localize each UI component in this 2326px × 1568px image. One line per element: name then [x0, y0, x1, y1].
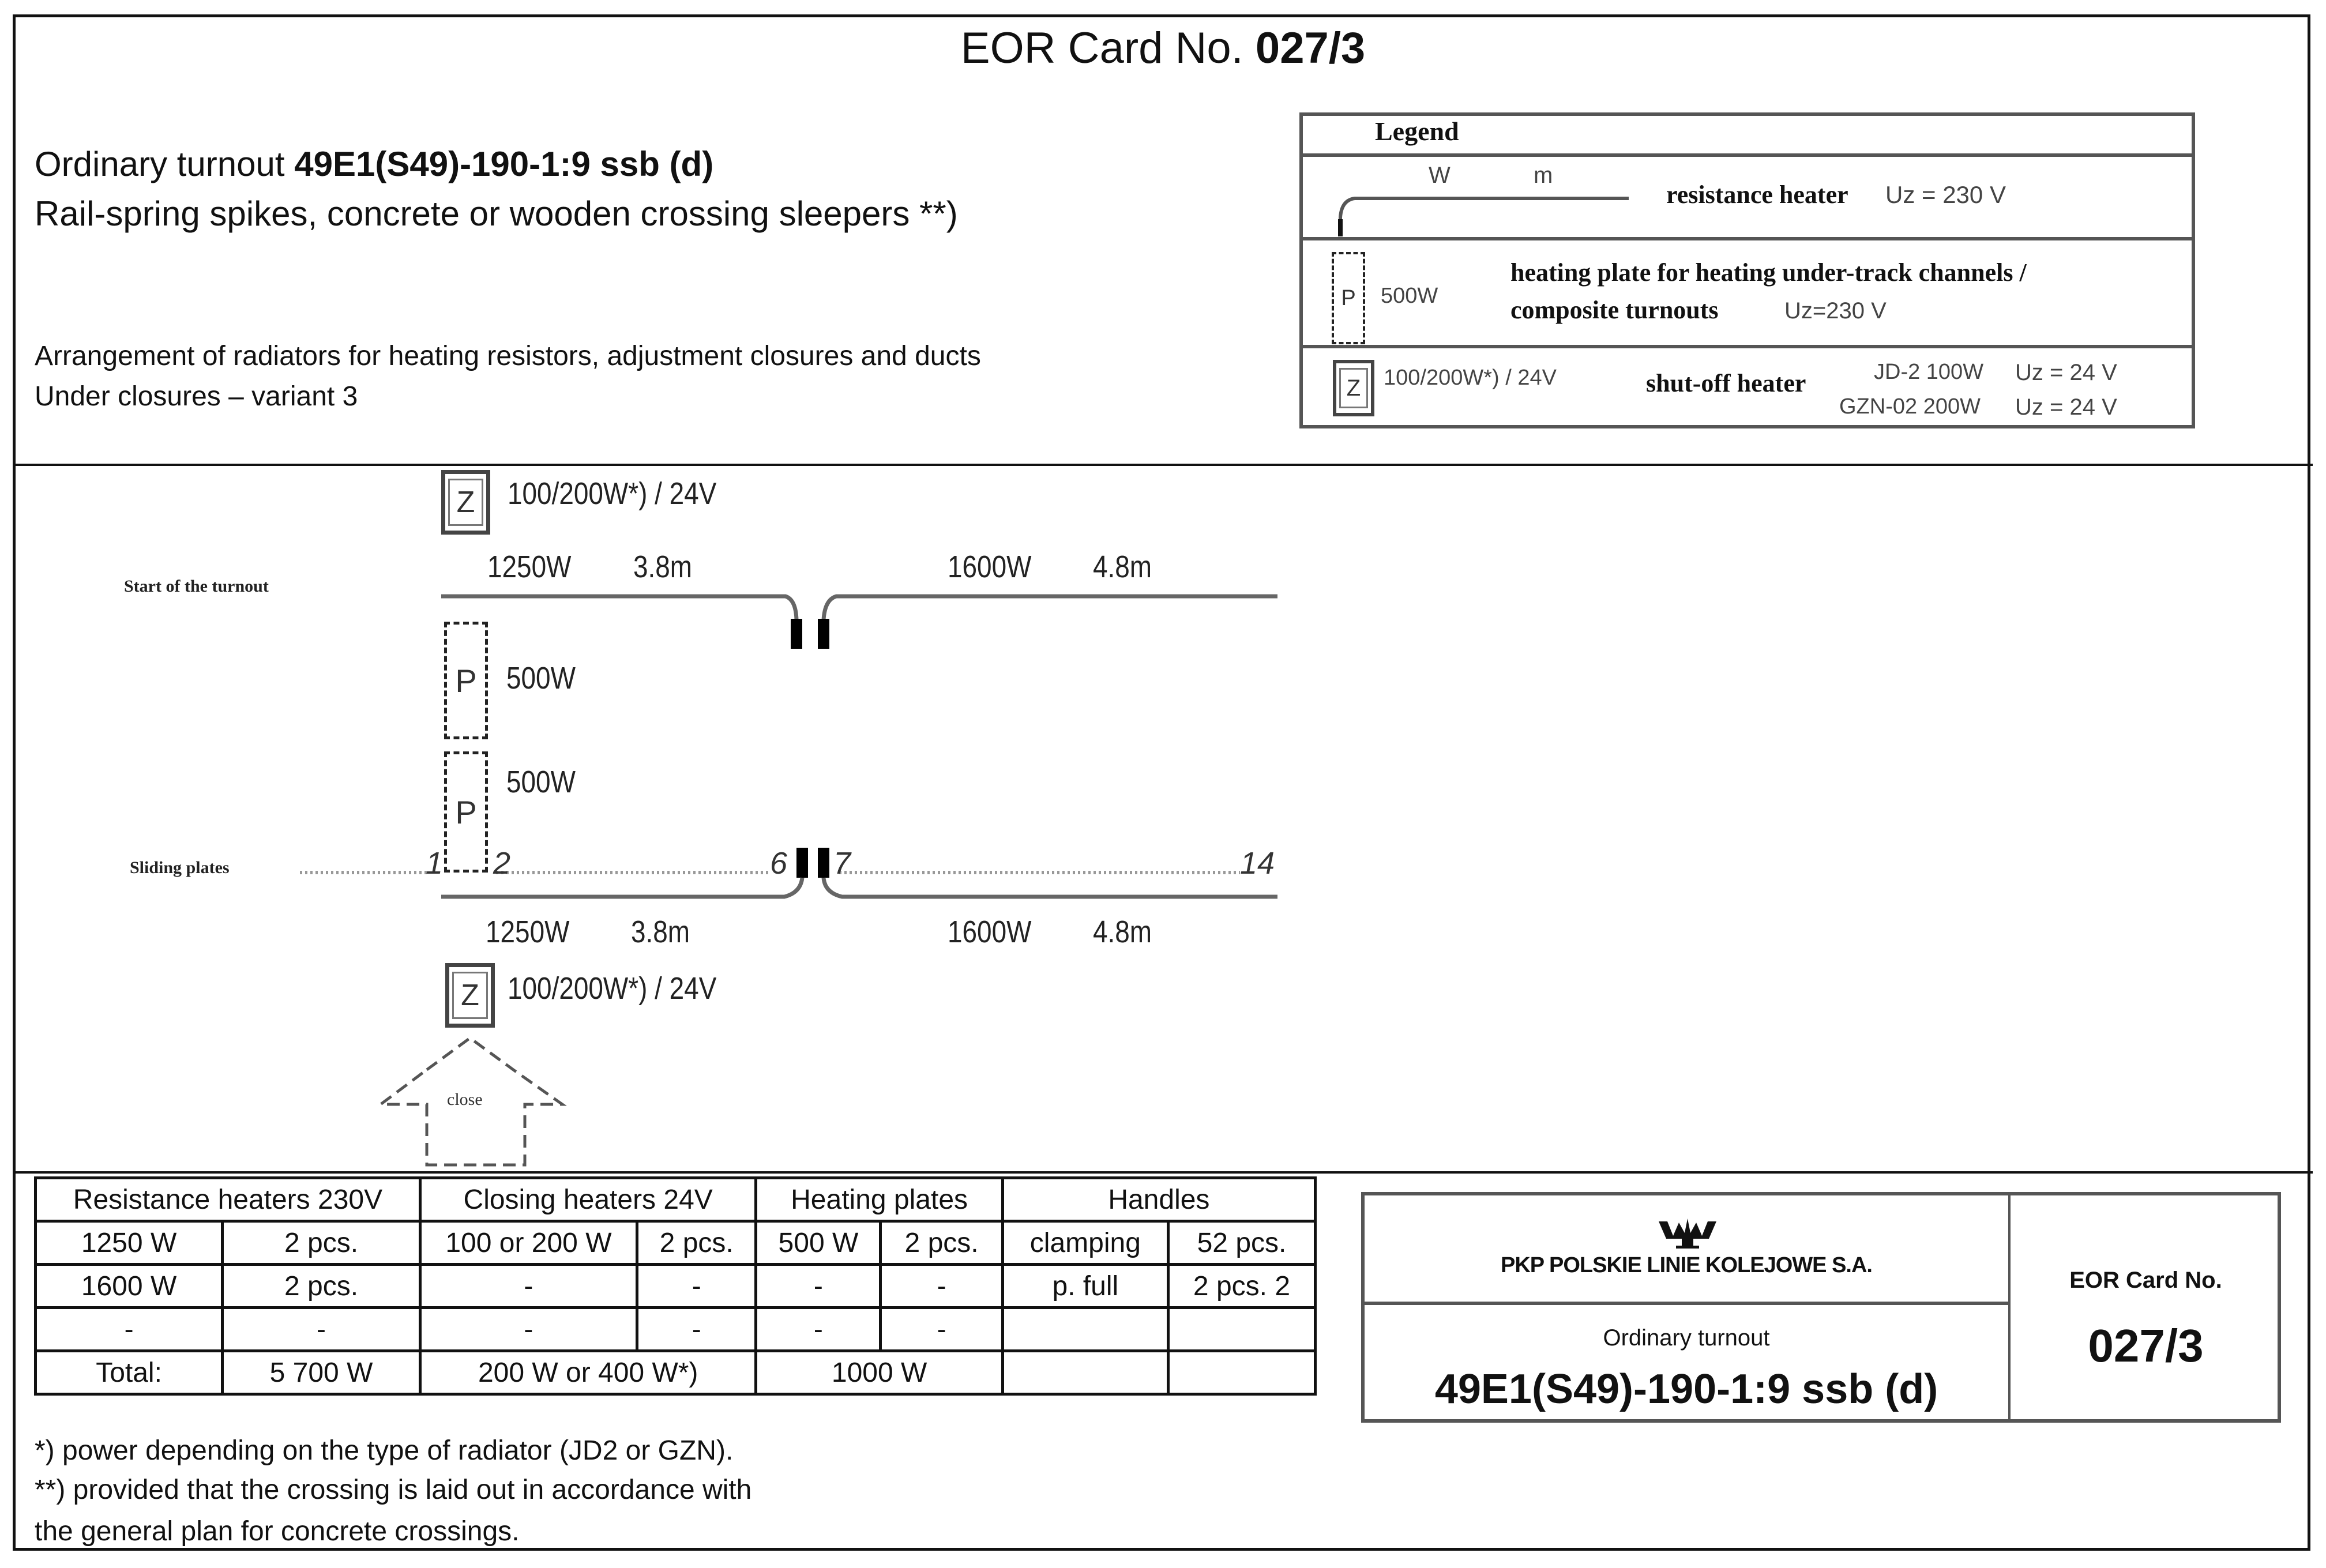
legend-w-label: W [1429, 163, 1451, 188]
table-cell: 2 pcs. 2 [1168, 1265, 1315, 1308]
table-cell: 1600 W [36, 1265, 223, 1308]
legend-jd2-model: JD-2 100W [1874, 360, 1984, 384]
bottom-left-heater-length: 3.8m [631, 915, 690, 949]
header-handles: Handles [1002, 1178, 1315, 1221]
shutoff-heater-bottom-label: 100/200W*) / 24V [508, 971, 717, 1006]
start-of-turnout-label: Start of the turnout [124, 577, 269, 596]
total-closing: 200 W or 400 W*) [420, 1351, 756, 1394]
table-cell: 2 pcs. [223, 1265, 420, 1308]
heating-plate-upper-icon: P [444, 622, 488, 739]
total-handles-a [1002, 1351, 1168, 1394]
total-handles-b [1168, 1351, 1315, 1394]
close-arrow-label: close [447, 1090, 483, 1109]
plate-number-6: 6 [770, 846, 788, 881]
top-left-heater-length: 3.8m [633, 550, 693, 584]
legend-plate-voltage: Uz=230 V [1784, 298, 1887, 324]
title-block-subtitle: Ordinary turnout [1603, 1325, 1770, 1351]
legend-resistance-voltage: Uz = 230 V [1885, 181, 2006, 208]
top-right-heater-length: 4.8m [1093, 550, 1152, 584]
title-block-code: 49E1(S49)-190-1:9 ssb (d) [1434, 1366, 1938, 1412]
table-row [36, 1221, 1316, 1265]
company-name: PKP POLSKIE LINIE KOLEJOWE S.A. [1501, 1253, 1872, 1277]
table-cell [1168, 1308, 1315, 1351]
footnote-1: *) power depending on the type of radiator (JD2 or GZN). [35, 1435, 734, 1466]
turnout-code: 49E1(S49)-190-1:9 ssb (d) [294, 145, 714, 183]
shutoff-heater-bottom-icon: Z [445, 963, 495, 1028]
table-row [36, 1265, 1316, 1308]
plate-number-2: 2 [493, 846, 511, 881]
sliding-plates-label: Sliding plates [130, 858, 230, 877]
plate-number-1: 1 [426, 846, 444, 881]
shutoff-heater-icon: Z [1333, 360, 1374, 416]
legend-plate-power: 500W [1381, 284, 1438, 308]
total-label: Total: [36, 1351, 223, 1394]
legend-shutoff-desc: shut-off heater [1646, 369, 1806, 397]
table-cell: 2 pcs. [223, 1221, 420, 1265]
table-header-row [36, 1178, 1316, 1221]
heating-plate-icon: P [1332, 252, 1365, 344]
plate-number-14: 14 [1240, 846, 1275, 881]
shutoff-heater-top-icon: Z [441, 470, 490, 535]
header-plates: Heating plates [756, 1178, 1002, 1221]
bottom-left-heater-power: 1250W [486, 915, 570, 949]
bottom-right-heater-length: 4.8m [1093, 915, 1152, 949]
title-block-card-number: 027/3 [2088, 1320, 2204, 1371]
plate-number-7: 7 [833, 846, 851, 881]
table-cell: - [881, 1308, 1002, 1351]
fastening-text: Rail-spring spikes, concrete or wooden crossing sleepers **) [35, 194, 958, 233]
title-block-divider-horizontal [1365, 1302, 2008, 1305]
table-total-row [36, 1351, 1316, 1394]
table-cell: - [756, 1308, 881, 1351]
table-cell [1002, 1308, 1168, 1351]
total-resistance: 5 700 W [223, 1351, 420, 1394]
table-row [36, 1308, 1316, 1351]
table-cell: - [881, 1265, 1002, 1308]
table-cell: - [420, 1265, 637, 1308]
table-cell: - [756, 1265, 881, 1308]
heating-plate-upper-label: 500W [506, 661, 576, 695]
shutoff-heater-top-label: 100/200W*) / 24V [508, 476, 717, 511]
legend-title: Legend [1375, 116, 1459, 146]
table-cell: - [420, 1308, 637, 1351]
legend-m-label: m [1534, 163, 1553, 188]
turnout-prefix: Ordinary turnout [35, 145, 285, 183]
title-block-divider-vertical [2008, 1195, 2011, 1419]
variant-text: Under closures – variant 3 [35, 381, 358, 412]
bottom-right-heater-power: 1600W [948, 915, 1032, 949]
legend-plate-desc-2: composite turnouts [1510, 296, 1719, 324]
specification-table [34, 1176, 1317, 1396]
arrangement-text: Arrangement of radiators for heating resistors, adjustment closures and ducts [35, 341, 981, 371]
table-cell: clamping [1002, 1221, 1168, 1265]
legend-shutoff-power: 100/200W*) / 24V [1384, 366, 1557, 390]
table-cell: 2 pcs. [881, 1221, 1002, 1265]
total-plates: 1000 W [756, 1351, 1002, 1394]
table-cell: 500 W [756, 1221, 881, 1265]
table-cell: - [223, 1308, 420, 1351]
title-number: 027/3 [1255, 24, 1366, 73]
heating-plate-lower-label: 500W [506, 765, 576, 799]
header-resistance: Resistance heaters 230V [36, 1178, 420, 1221]
title-block [1361, 1192, 2281, 1423]
table-cell: 52 pcs. [1168, 1221, 1315, 1265]
table-cell: 1250 W [36, 1221, 223, 1265]
table-cell: - [637, 1308, 756, 1351]
table-cell: 100 or 200 W [420, 1221, 637, 1265]
footnote-3: the general plan for concrete crossings. [35, 1516, 520, 1547]
legend-jd2-voltage: Uz = 24 V [2015, 360, 2117, 385]
footnote-2: **) provided that the crossing is laid out in accordance with [35, 1475, 752, 1505]
legend-gzn-model: GZN-02 200W [1839, 394, 1981, 419]
title-prefix: EOR Card No. [960, 24, 1243, 73]
header-closing: Closing heaters 24V [420, 1178, 756, 1221]
title-block-card-label: EOR Card No. [2069, 1268, 2222, 1293]
legend-resistance-desc: resistance heater [1666, 181, 1848, 209]
legend-plate-desc-1: heating plate for heating under-track channels / [1510, 258, 2027, 287]
legend-gzn-voltage: Uz = 24 V [2015, 394, 2117, 420]
top-right-heater-power: 1600W [948, 550, 1032, 584]
pkp-logo-icon [1656, 1216, 1719, 1250]
table-cell: 2 pcs. [637, 1221, 756, 1265]
heating-plate-lower-icon: P [444, 751, 488, 873]
table-cell: - [637, 1265, 756, 1308]
table-cell: - [36, 1308, 223, 1351]
top-left-heater-power: 1250W [487, 550, 572, 584]
table-cell: p. full [1002, 1265, 1168, 1308]
